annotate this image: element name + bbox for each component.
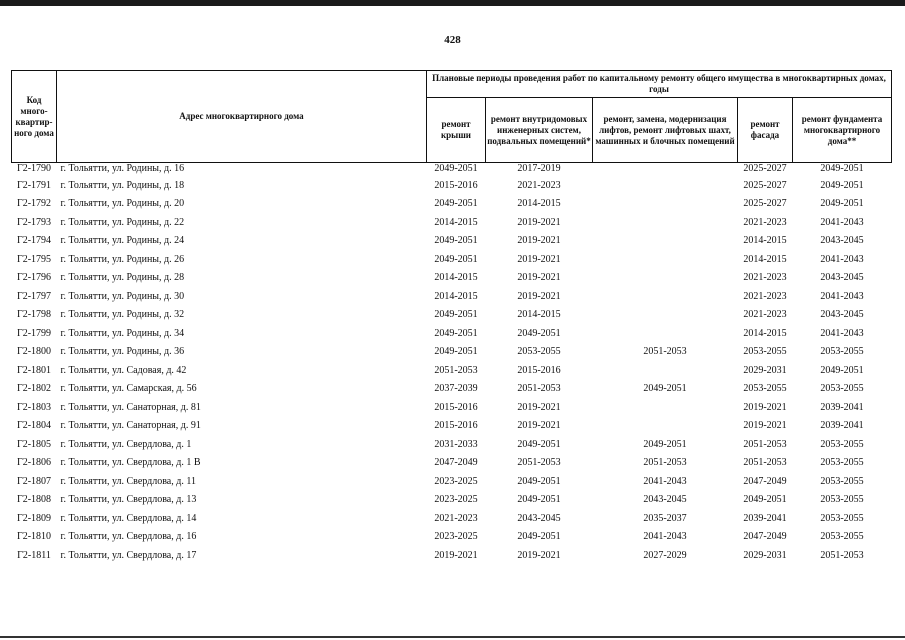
cell-elevators: 2043-2045 [643,494,687,506]
cell-roof: 2019-2021 [434,549,478,561]
cell-systems: 2019-2021 [517,549,561,561]
cell-elevators [593,213,738,232]
cell-address: г. Тольятти, ул. Родины, д. 16 [60,163,185,174]
cell-code: Г2-1799 [16,327,52,339]
cell-code: Г2-1800 [16,346,52,358]
cell-elevators [593,306,738,325]
cell-roof: 2023-2025 [434,475,478,487]
header-foundation: ремонт фундамента многоквартирного дома** [793,98,892,163]
cell-address: г. Тольятти, ул. Свердлова, д. 11 [60,475,196,487]
cell-code: Г2-1803 [16,401,52,413]
table-row [12,361,892,380]
cell-foundation: 2053-2055 [820,494,864,506]
header-address: Адрес многоквартирного дома [57,71,427,163]
cell-address: г. Тольятти, ул. Садовая, д. 42 [60,364,187,376]
cell-foundation: 2041-2043 [820,290,864,302]
cell-roof: 2047-2049 [434,457,478,469]
cell-address: г. Тольятти, ул. Свердлова, д. 14 [60,512,197,524]
cell-elevators [593,195,738,214]
cell-foundation: 2053-2055 [820,457,864,469]
cell-elevators [593,398,738,417]
cell-roof: 2015-2016 [434,420,478,432]
cell-code: Г2-1807 [16,475,52,487]
cell-elevators: 2049-2051 [643,438,687,450]
cell-systems: 2049-2051 [517,438,561,450]
cell-roof: 2023-2025 [434,531,478,543]
cell-foundation: 2049-2051 [820,163,864,174]
cell-elevators [593,176,738,195]
table-row [12,491,892,510]
cell-foundation: 2043-2045 [820,309,864,321]
cell-foundation: 2049-2051 [820,198,864,210]
cell-code: Г2-1797 [16,290,52,302]
table-row [12,324,892,343]
header-systems: ремонт внутридомовых инженерных систем, подвальных помещений* [486,98,593,163]
cell-elevators: 2027-2029 [643,549,687,561]
cell-systems: 2049-2051 [517,327,561,339]
cell-foundation: 2039-2041 [820,401,864,413]
cell-elevators: 2041-2043 [643,531,687,543]
cell-systems: 2019-2021 [517,401,561,413]
cell-facade: 2025-2027 [743,179,787,191]
cell-facade: 2014-2015 [743,327,787,339]
cell-foundation: 2039-2041 [820,420,864,432]
cell-systems: 2017-2019 [517,163,561,174]
cell-systems: 2051-2053 [517,457,561,469]
capital-repair-table [11,70,892,565]
cell-address: г. Тольятти, ул. Родины, д. 30 [60,290,185,302]
cell-systems: 2019-2021 [517,216,561,228]
table-row [12,472,892,491]
cell-elevators: 2049-2051 [643,383,687,395]
cell-code: Г2-1790 [16,163,52,174]
cell-code: Г2-1805 [16,438,52,450]
cell-address: г. Тольятти, ул. Родины, д. 22 [60,216,185,228]
cell-facade: 2029-2031 [743,364,787,376]
cell-facade: 2039-2041 [743,512,787,524]
cell-systems: 2019-2021 [517,272,561,284]
table-row [12,176,892,195]
cell-systems: 2043-2045 [517,512,561,524]
cell-roof: 2049-2051 [434,253,478,265]
cell-foundation: 2041-2043 [820,327,864,339]
cell-facade: 2053-2055 [743,346,787,358]
cell-foundation: 2041-2043 [820,253,864,265]
cell-foundation: 2053-2055 [820,346,864,358]
cell-roof: 2049-2051 [434,235,478,247]
cell-address: г. Тольятти, ул. Самарская, д. 56 [60,383,197,395]
cell-systems: 2019-2021 [517,290,561,302]
cell-elevators [593,232,738,251]
table-row [12,417,892,436]
cell-facade: 2047-2049 [743,475,787,487]
cell-code: Г2-1811 [17,549,51,561]
cell-facade: 2019-2021 [743,420,787,432]
header-periods: Плановые периоды проведения работ по капитальному ремонту общего имущества в многоквартирных домах, годы [427,71,892,98]
cell-foundation: 2053-2055 [820,475,864,487]
cell-facade: 2051-2053 [743,438,787,450]
cell-systems: 2019-2021 [517,420,561,432]
cell-foundation: 2041-2043 [820,216,864,228]
cell-code: Г2-1796 [16,272,52,284]
cell-foundation: 2049-2051 [820,179,864,191]
cell-elevators: 2051-2053 [643,457,687,469]
cell-roof: 2021-2023 [434,512,478,524]
header-facade: ремонт фасада [738,98,793,163]
header-elevators: ремонт, замена, модернизация лифтов, ремонт лифтовых шахт, машинных и блочных помещений [593,98,738,163]
cell-code: Г2-1806 [16,457,52,469]
cell-address: г. Тольятти, ул. Родины, д. 24 [60,235,185,247]
cell-elevators: 2035-2037 [643,512,687,524]
cell-code: Г2-1802 [16,383,52,395]
cell-roof: 2031-2033 [434,438,478,450]
cell-address: г. Тольятти, ул. Свердлова, д. 1 [60,438,192,450]
cell-facade: 2021-2023 [743,272,787,284]
cell-systems: 2019-2021 [517,253,561,265]
table-row [12,306,892,325]
cell-systems: 2014-2015 [517,198,561,210]
cell-systems: 2049-2051 [517,475,561,487]
cell-code: Г2-1810 [16,531,52,543]
table-row [12,380,892,399]
cell-address: г. Тольятти, ул. Санаторная, д. 81 [60,401,201,413]
cell-roof: 2049-2051 [434,198,478,210]
table-row [12,546,892,565]
cell-roof: 2014-2015 [434,290,478,302]
cell-roof: 2037-2039 [434,383,478,395]
cell-code: Г2-1794 [16,235,52,247]
cell-systems: 2049-2051 [517,494,561,506]
cell-elevators [593,269,738,288]
cell-elevators: 2041-2043 [643,475,687,487]
cell-code: Г2-1793 [16,216,52,228]
cell-facade: 2014-2015 [743,235,787,247]
cell-systems: 2053-2055 [517,346,561,358]
cell-facade: 2021-2023 [743,309,787,321]
cell-elevators [593,163,738,177]
cell-systems: 2051-2053 [517,383,561,395]
cell-facade: 2047-2049 [743,531,787,543]
cell-roof: 2049-2051 [434,309,478,321]
cell-code: Г2-1791 [16,179,52,191]
cell-roof: 2014-2015 [434,272,478,284]
cell-roof: 2049-2051 [434,327,478,339]
cell-foundation: 2053-2055 [820,531,864,543]
table-row [12,213,892,232]
cell-address: г. Тольятти, ул. Родины, д. 32 [60,309,185,321]
table-row [12,509,892,528]
table-body [12,163,892,565]
cell-facade: 2025-2027 [743,198,787,210]
cell-code: Г2-1795 [16,253,52,265]
cell-facade: 2019-2021 [743,401,787,413]
cell-facade: 2051-2053 [743,457,787,469]
table-row [12,398,892,417]
table-row [12,528,892,547]
cell-address: г. Тольятти, ул. Родины, д. 28 [60,272,185,284]
cell-facade: 2025-2027 [743,163,787,174]
cell-code: Г2-1798 [16,309,52,321]
cell-facade: 2029-2031 [743,549,787,561]
cell-address: г. Тольятти, ул. Родины, д. 34 [60,327,185,339]
cell-facade: 2014-2015 [743,253,787,265]
cell-roof: 2015-2016 [434,401,478,413]
cell-code: Г2-1808 [16,494,52,506]
cell-systems: 2019-2021 [517,235,561,247]
cell-roof: 2014-2015 [434,216,478,228]
cell-foundation: 2049-2051 [820,364,864,376]
table-row [12,435,892,454]
table-row [12,232,892,251]
table-row [12,343,892,362]
cell-address: г. Тольятти, ул. Родины, д. 20 [60,198,185,210]
page-number: 428 [444,34,461,46]
table-row [12,163,892,177]
cell-elevators [593,417,738,436]
cell-address: г. Тольятти, ул. Свердлова, д. 17 [60,549,197,561]
cell-address: г. Тольятти, ул. Родины, д. 18 [60,179,185,191]
cell-facade: 2049-2051 [743,494,787,506]
cell-elevators [593,287,738,306]
cell-address: г. Тольятти, ул. Свердлова, д. 16 [60,531,197,543]
cell-systems: 2021-2023 [517,179,561,191]
cell-address: г. Тольятти, ул. Свердлова, д. 13 [60,494,197,506]
cell-systems: 2014-2015 [517,309,561,321]
table-row [12,287,892,306]
cell-code: Г2-1792 [16,198,52,210]
cell-elevators [593,324,738,343]
scan-top-border [0,0,905,6]
cell-elevators: 2051-2053 [643,346,687,358]
cell-foundation: 2043-2045 [820,272,864,284]
cell-foundation: 2043-2045 [820,235,864,247]
table-row [12,195,892,214]
table-row [12,269,892,288]
cell-foundation: 2053-2055 [820,512,864,524]
cell-facade: 2053-2055 [743,383,787,395]
cell-facade: 2021-2023 [743,290,787,302]
cell-address: г. Тольятти, ул. Родины, д. 36 [60,346,185,358]
table-row [12,250,892,269]
cell-foundation: 2053-2055 [820,438,864,450]
cell-code: Г2-1801 [16,364,52,376]
cell-address: г. Тольятти, ул. Санаторная, д. 91 [60,420,201,432]
cell-systems: 2015-2016 [517,364,561,376]
cell-foundation: 2053-2055 [820,383,864,395]
cell-roof: 2023-2025 [434,494,478,506]
cell-roof: 2049-2051 [434,346,478,358]
cell-elevators [593,361,738,380]
cell-foundation: 2051-2053 [820,549,864,561]
cell-address: г. Тольятти, ул. Свердлова, д. 1 В [60,457,201,469]
cell-roof: 2051-2053 [434,364,478,376]
cell-code: Г2-1804 [16,420,52,432]
cell-roof: 2049-2051 [434,163,478,174]
cell-facade: 2021-2023 [743,216,787,228]
table-row [12,454,892,473]
header-code: Код много-квартир-ного дома [12,71,57,163]
cell-code: Г2-1809 [16,512,52,524]
header-roof: ремонт крыши [427,98,486,163]
cell-address: г. Тольятти, ул. Родины, д. 26 [60,253,185,265]
cell-elevators [593,250,738,269]
cell-roof: 2015-2016 [434,179,478,191]
scan-bottom-border [0,636,905,638]
cell-systems: 2049-2051 [517,531,561,543]
